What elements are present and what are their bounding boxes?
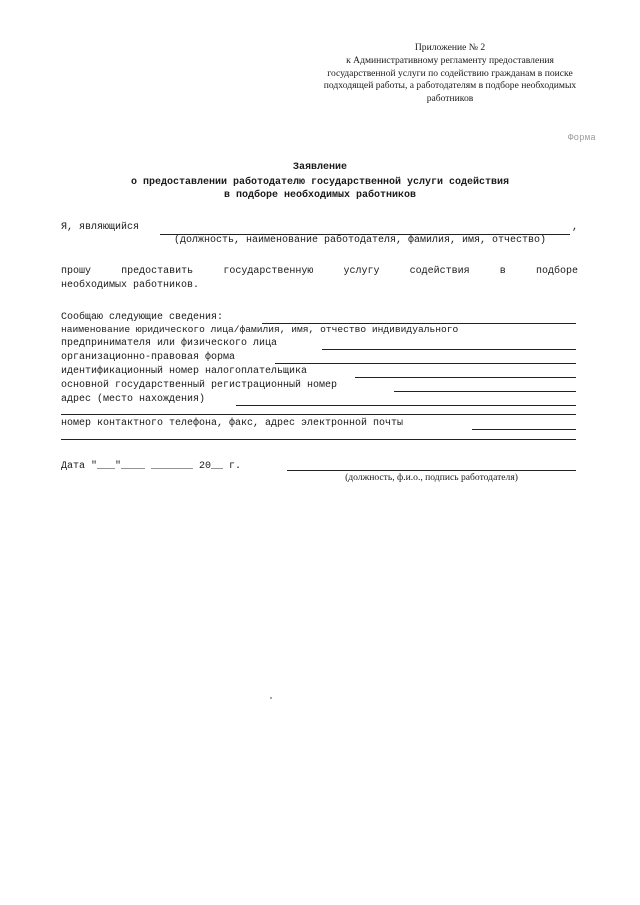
appendix-line: работников bbox=[426, 93, 474, 105]
date-field[interactable]: Дата "___"____ _______ 20__ г. bbox=[61, 461, 242, 472]
document-title: Заявление bbox=[292, 162, 347, 173]
contacts-field-line[interactable] bbox=[472, 429, 576, 430]
scan-speck bbox=[270, 697, 272, 699]
contacts-field-line-2[interactable] bbox=[61, 439, 576, 440]
ya-label: Я, являющийся bbox=[61, 222, 140, 233]
request-word: услугу bbox=[343, 266, 380, 277]
address-field-line[interactable] bbox=[236, 405, 576, 406]
appendix-line: государственной услуги по содействию гражданам в поиске bbox=[327, 67, 573, 79]
inn-field-line[interactable] bbox=[355, 377, 576, 378]
form-label: Форма bbox=[567, 133, 596, 143]
name-field-line[interactable] bbox=[322, 349, 576, 350]
ogrn-label: основной государственный регистрационный номер bbox=[61, 380, 338, 391]
signature-line[interactable] bbox=[287, 470, 576, 471]
request-word: содействия bbox=[409, 266, 470, 277]
applicant-caption: (должность, наименование работодателя, фамилия, имя, отчество) bbox=[173, 235, 547, 246]
inn-label: идентификационный номер налогоплательщика bbox=[61, 366, 308, 377]
report-label: Сообщаю следующие сведения: bbox=[61, 312, 224, 323]
document-subtitle-line-1: о предоставлении работодателю государственной услуги содействия bbox=[130, 177, 510, 188]
request-word: в bbox=[499, 266, 506, 277]
field-name-label-2: предпринимателя или физического лица bbox=[61, 338, 278, 349]
legal-form-label: организационно-правовая форма bbox=[61, 352, 236, 363]
request-word: прошу bbox=[61, 266, 92, 277]
comma: , bbox=[572, 222, 579, 233]
legal-form-field-line[interactable] bbox=[275, 363, 576, 364]
request-line-1 bbox=[61, 266, 578, 277]
contacts-label: номер контактного телефона, факс, адрес электронной почты bbox=[61, 418, 404, 429]
appendix-header bbox=[300, 42, 600, 106]
appendix-line: Приложение № 2 bbox=[414, 42, 486, 53]
address-field-line-2[interactable] bbox=[61, 414, 576, 415]
ogrn-field-line[interactable] bbox=[394, 391, 576, 392]
request-word: государственную bbox=[223, 266, 314, 277]
appendix-line: подходящей работы, а работодателям в подборе необходимых bbox=[323, 80, 577, 92]
address-label: адрес (место нахождения) bbox=[61, 394, 206, 405]
request-word: предоставить bbox=[121, 266, 194, 277]
appendix-line: к Административному регламенту предоставления bbox=[346, 54, 554, 66]
field-name-label-1: наименование юридического лица/фамилия, имя, отчество индивидуального bbox=[61, 324, 459, 335]
document-subtitle-line-2: в подборе необходимых работников bbox=[223, 190, 417, 201]
request-word: подборе bbox=[535, 266, 578, 277]
signature-caption: (должность, ф.и.о., подпись работодателя) bbox=[345, 472, 518, 483]
request-line-2: необходимых работников. bbox=[61, 280, 200, 291]
